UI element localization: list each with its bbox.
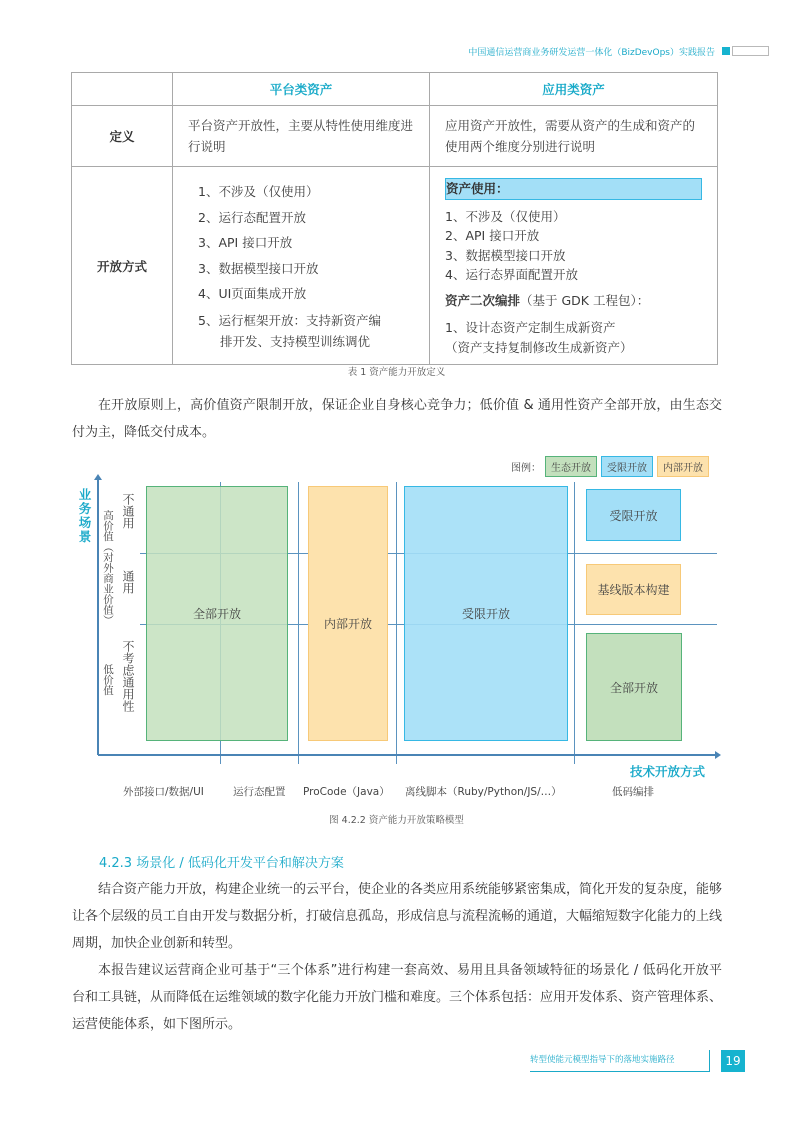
x-axis-title: 技术开放方式 <box>630 764 706 779</box>
footer-chapter-title: 转型使能元模型指导下的落地实施路径 <box>530 1055 675 1065</box>
list-item: 1、不涉及（仅使用） <box>445 208 566 224</box>
box-label: 全部开放 <box>609 680 658 695</box>
definition-platform: 平台资产开放性，主要从特性使用维度进行说明 <box>188 118 414 154</box>
asset-orchestration-suffix: （基于 GDK 工程包）： <box>520 292 650 308</box>
section-heading: 4.2.3 场景化 / 低码化开发平台和解决方案 <box>99 856 344 871</box>
table-header-empty <box>72 73 173 106</box>
x-axis <box>98 754 716 756</box>
section-paragraph-2 <box>72 957 722 1038</box>
y-axis <box>97 478 99 755</box>
figure-caption: 图 4.2.2 资产能力开放策略模型 <box>329 815 464 826</box>
grid-line-vertical <box>396 482 397 764</box>
y-value-high: 高价值（对外商业价值） <box>102 510 114 626</box>
legend-restricted-open: 受限开放 <box>601 456 653 477</box>
grid-line-vertical <box>298 482 299 764</box>
legend-eco-open: 生态开放 <box>545 456 597 477</box>
row-label-open-mode: 开放方式 <box>72 167 173 365</box>
application-open-list <box>431 168 716 363</box>
x-label-runtime-config: 运行态配置 <box>233 786 286 798</box>
list-item: 3、数据模型接口开放 <box>445 247 566 263</box>
list-item: 4、UI页面集成开放 <box>198 286 307 302</box>
list-item: 1、设计态资产定制生成新资产 <box>445 320 616 335</box>
list-item: 3、API 接口开放 <box>198 235 293 251</box>
table-caption: 表 1 资产能力开放定义 <box>347 367 446 378</box>
report-title: 中国通信运营商业务研发运营一体化（BizDevOps）实践报告 <box>468 48 715 58</box>
footer-divider <box>709 1050 710 1072</box>
x-label-offline-script: 离线脚本（Ruby/Python/JS/…） <box>405 786 562 798</box>
box-internal-open <box>308 486 388 741</box>
box-full-open-lowcode <box>586 633 682 741</box>
paragraph-text: 在开放原则上，高价值资产限制开放，保证企业自身核心竞争力；低价值 & 通用性资产全部开放，由生态交付为主，降低交付成本。 <box>72 398 722 440</box>
x-label-external: 外部接口/数据/UI <box>123 786 204 798</box>
asset-orchestration-title: 资产二次编排 <box>445 292 521 308</box>
footer-underline <box>530 1071 710 1072</box>
x-label-procode: ProCode（Java） <box>303 786 390 798</box>
box-label: 受限开放 <box>609 508 658 523</box>
paragraph-text: 结合资产能力开放，构建企业统一的云平台，使企业的各类应用系统能够紧密集成，简化开发的复杂度，能够让各个层级的员工自由开发与数据分析，打破信息孤岛，形成信息与流程流畅的通道，大幅缩短数字化能力的上线周期，加快企业创新和转型。 <box>72 882 723 951</box>
y-row-any: 不考虑通用性 <box>121 640 135 712</box>
box-full-open <box>146 486 288 741</box>
table-row-open-mode <box>72 167 718 365</box>
box-baseline-build <box>586 564 681 615</box>
arrow-right-icon <box>715 751 721 759</box>
list-item: 2、API 接口开放 <box>445 228 540 243</box>
asset-openness-table <box>71 72 718 365</box>
paragraph-open-principle <box>72 392 722 446</box>
box-label: 基线版本构建 <box>597 583 670 597</box>
chart-legend <box>511 456 709 477</box>
list-item: 5、运行框架开放：支持新资产编 <box>198 312 381 328</box>
arrow-up-icon <box>94 474 102 480</box>
box-label: 受限开放 <box>461 607 510 621</box>
table-header-row <box>72 73 718 106</box>
legend-internal-open: 内部开放 <box>657 456 709 477</box>
x-label-lowcode: 低码编排 <box>612 786 654 798</box>
page-number: 19 <box>721 1050 745 1072</box>
list-item: 4、运行态界面配置开放 <box>445 267 578 282</box>
y-value-low: 低价值 <box>102 664 114 696</box>
grid-line-vertical <box>574 482 575 764</box>
list-item-continuation: 排开发、支持模型训练调优 <box>220 333 371 349</box>
header-square-decoration <box>722 47 730 55</box>
asset-orchestration-title-line <box>445 291 702 311</box>
box-label: 全部开放 <box>192 607 241 621</box>
list-item: 1、不涉及（仅使用） <box>198 184 319 200</box>
definition-application: 应用资产开放性，需要从资产的生成和资产的使用两个维度分别进行说明 <box>445 118 696 154</box>
paragraph-text: 本报告建议运营商企业可基于“三个体系”进行构建一套高效、易用且具备领域特征的场景化 / 低码化开放平台和工具链，从而降低在运维领域的数字化能力开放门槛和难度。三个体系包括：应用开发体系、资产管理体系、运营使能体系，如下图所示。 <box>72 963 723 1032</box>
list-item: 3、数据模型接口开放 <box>198 260 319 276</box>
platform-open-list <box>174 169 428 362</box>
header-box-decoration <box>732 46 769 56</box>
asset-use-title: 资产使用： <box>445 178 702 200</box>
box-restricted-open <box>404 486 568 741</box>
list-item: （资产支持复制修改生成新资产） <box>445 339 633 355</box>
y-row-not-general: 不通用 <box>121 493 135 529</box>
table-header-application: 应用类资产 <box>430 73 718 106</box>
legend-label: 图例： <box>511 463 541 474</box>
section-paragraph-1 <box>72 876 722 957</box>
box-restricted-open-lowcode <box>586 489 681 541</box>
row-label-definition: 定义 <box>72 106 173 167</box>
y-row-general: 通用 <box>121 570 135 594</box>
table-header-platform: 平台类资产 <box>173 73 430 106</box>
table-row-definition <box>72 106 718 167</box>
y-axis-title: 业务场景 <box>78 487 92 544</box>
list-item: 2、运行态配置开放 <box>198 209 306 225</box>
box-label: 内部开放 <box>323 617 372 631</box>
